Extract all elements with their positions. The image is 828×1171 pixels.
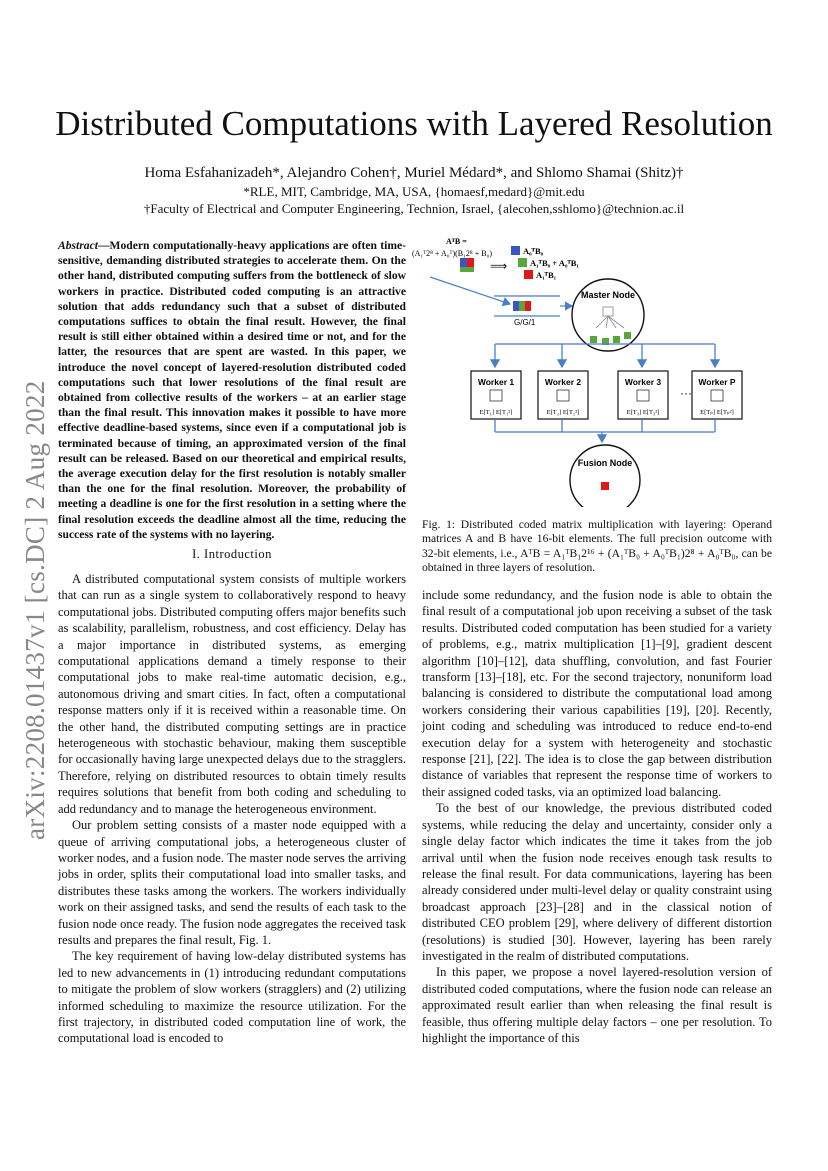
workers-ellipsis: ··· (680, 386, 692, 400)
figure-1-diagram (410, 232, 780, 507)
paragraph: Our problem setting consists of a master node equipped with a queue of arriving computational jobs, a heterogeneous cluster of worker nodes, and a fusion node. The master node serves the arriving jobs in order, splits their computational load into smaller tasks, and distributes these tasks among the workers. The workers individually work on their assigned tasks, and send the results of each task to the fusion node once ready. The fusion node aggregates the received task results and prepares the final result, Fig. 1. (58, 818, 406, 947)
layer1-label: A₀ᵀB₀ (523, 246, 544, 256)
right-column-body (422, 587, 772, 1046)
task-block (624, 332, 631, 339)
left-column-body (58, 571, 406, 1047)
abstract-text: —Modern computationally-heavy applications are often time-sensitive, demanding distributed strategies to accelerate them. On the other hand, distributed computing suffers from the bottleneck of slow workers in practice. Distributed coded computing is an attractive solution that adds redundancy such that a subset of distributed computations suffices to obtain the final result. However, the final result is still either obtained within a desired time or not, and for the latter, the resources that are spent are wasted. In this paper, we introduce the novel concept of layered-resolution distributed coded computations such that lower resolutions of the final result are obtained from collective results of the workers – at an earlier stage than the final result. This innovation makes it possible to have more effective deadline-based systems, since even if a computational job is terminated because of timing, an approximated version of the final result can be released. Based on our theoretical and empirical results, the average execution delay for the first resolution is notably smaller than the one for the final resolution. Moreover, the probability of meeting a deadline is one for the first resolution in a setting where the final resolution exceeds the deadline almost all the time, reducing the success rate of the systems with no layering. (58, 239, 406, 541)
section-heading-introduction: I. Introduction (192, 547, 272, 561)
affiliation-technion: †Faculty of Electrical and Computer Engineering, Technion, Israel, {alecohen,sshlomo}@technion.ac.il (143, 201, 685, 216)
paragraph: A distributed computational system consists of multiple workers that can run as a single system to collaboratively respond to heavy computational jobs. Distributed computing offers major benefits such as scalability, parallelism, robustness, and cost efficiency. Delay has a major importance in distributed systems, as emerging computational applications demand a timely response to their computational jobs to make real-time automatic decision, e.g., autonomous driving and smart cities. In fact, often a computational response matters only if it is received within a reasonable time. On the other hand, the distributed computing settings are in practice heterogeneous with stochastic behaviour, making them susceptible for occasionally having large unexpected delays due to the stragglers. Therefore, relying on distributed resources to obtain timely results requires solutions that benefit from both coding and scheduling to add redundancy and to manage the heterogeneous environment. (58, 572, 406, 816)
fusion-node-circle (570, 445, 640, 507)
worker-p-stats: E[Tₚ] E[Tₚ²] (700, 409, 734, 416)
queued-job (525, 301, 531, 311)
paragraph: include some redundancy, and the fusion node is able to obtain the final result of a computational job upon receiving a subset of the task results. Distributed coded computation has been studied for a variety of problems, e.g., matrix multiplication [1]–[9], gradient descent algorithm [10]–[12], data shuffling, convolution, and fast Fourier transform [13]–[18], etc. For the second trajectory, nonuniform load balancing is considered to distribute the computational load among workers considering their various capabilities [19], [20]. Recently, joint coding and scheduling was introduced to reduce end-to-end execution delay for a system with heterogeneity and stochastic response [21], [22]. The idea is to close the gap between distribution distance of variables that represent the response time of workers to their assigned coded tasks, via an optimized load balancing. (422, 588, 772, 799)
layer2-green-square (518, 258, 527, 267)
paper-title: Distributed Computations with Layered Resolution (55, 104, 773, 143)
paragraph: The key requirement of having low-delay distributed systems has led to new advancements in (1) introducing redundant computations to mitigate the problem of slow workers (stragglers) and (2) utilizing informed scheduling to maximize the resource utilization. For the first trajectory, in distributed coded computation line of work, the computational load is encoded to (58, 949, 406, 1046)
paragraph: To the best of our knowledge, the previous distributed coded systems, while reducing the delay and uncertainty, consider only a single delay factor which indicates the time it takes from the job arrival until when the fusion node receives enough task results to release the final result. For data communications, layering has been already considered under multi-level delay or quality constraint using broadcast approach [23]–[28] and in the classical notion of distributed CEO problem [29], where delivery of different distortion (resolutions) is studied [30]. However, layering has been rarely investigated in the realm of distributed computations. (422, 801, 772, 963)
layer1-blue-square (511, 246, 520, 255)
worker-1-stats: E[T₁] E[T₁²] (479, 409, 513, 416)
formula-bottom: (A₁ᵀ2⁸ + A₀ᵀ)(B₁2⁸ + B₀) (412, 249, 492, 258)
author-list: Homa Esfahanizadeh*, Alejandro Cohen†, Muriel Médard*, and Shlomo Shamai (Shitz)† (144, 165, 684, 181)
operand-b-block (460, 267, 474, 272)
worker-2-stats: E[T₂] E[T₂²] (546, 409, 580, 416)
implies-arrow: ⟹ (490, 259, 508, 273)
operand-a1-block (467, 258, 474, 267)
task-block (590, 336, 597, 343)
worker-1-label: Worker 1 (477, 377, 515, 387)
worker-2-box (538, 371, 588, 419)
figure-1-caption: Fig. 1: Distributed coded matrix multiplication with layering: Operand matrices A and B have 16-bit elements. The full precision outcome with 32-bit elements, i.e., AᵀB = A₁ᵀB₁2¹⁶ + (A₁ᵀB₀ + A₀ᵀB₁)2⁸ + A₀ᵀB₀, can be obtained in three layers of resolution. (422, 518, 772, 575)
master-node-label: Master Node (580, 290, 636, 300)
formula-top: AᵀB = (446, 237, 467, 246)
operand-a0-block (460, 258, 467, 267)
worker-2-label: Worker 2 (544, 377, 582, 387)
worker-3-stats: E[T₃] E[T₃²] (626, 409, 660, 416)
paragraph: In this paper, we propose a novel layered-resolution version of distributed coded computations, where the fusion node can release an approximated result earlier than when releasing the final result is feasible, thus offering multiple delay factors – one per resolution. To highlight the importance of this (422, 965, 772, 1045)
abstract (58, 238, 406, 542)
layer3-red-square (524, 270, 533, 279)
layer2-label: A₁ᵀB₀ + A₀ᵀB₁ (530, 258, 579, 268)
layer3-label: A₁ᵀB₁ (536, 270, 557, 280)
queue-label: G/G/1 (514, 318, 536, 327)
worker-p-box (692, 371, 742, 419)
arxiv-identifier: arXiv:2208.01437v1 [cs.DC] 2 Aug 2022 (20, 380, 50, 840)
abstract-label: Abstract (58, 239, 98, 252)
affiliation-mit: *RLE, MIT, Cambridge, MA, USA, {homaesf,medard}@mit.edu (243, 184, 585, 199)
worker-3-box (618, 371, 668, 419)
worker-p-label: Worker P (698, 377, 736, 387)
job-arrival-arrow (430, 277, 510, 304)
queued-job (513, 301, 519, 311)
worker-1-box (471, 371, 521, 419)
fused-result-block (601, 482, 609, 490)
task-block (613, 336, 620, 343)
fusion-node-label: Fusion Node (577, 458, 633, 468)
worker-3-label: Worker 3 (624, 377, 662, 387)
queued-job (519, 301, 525, 311)
